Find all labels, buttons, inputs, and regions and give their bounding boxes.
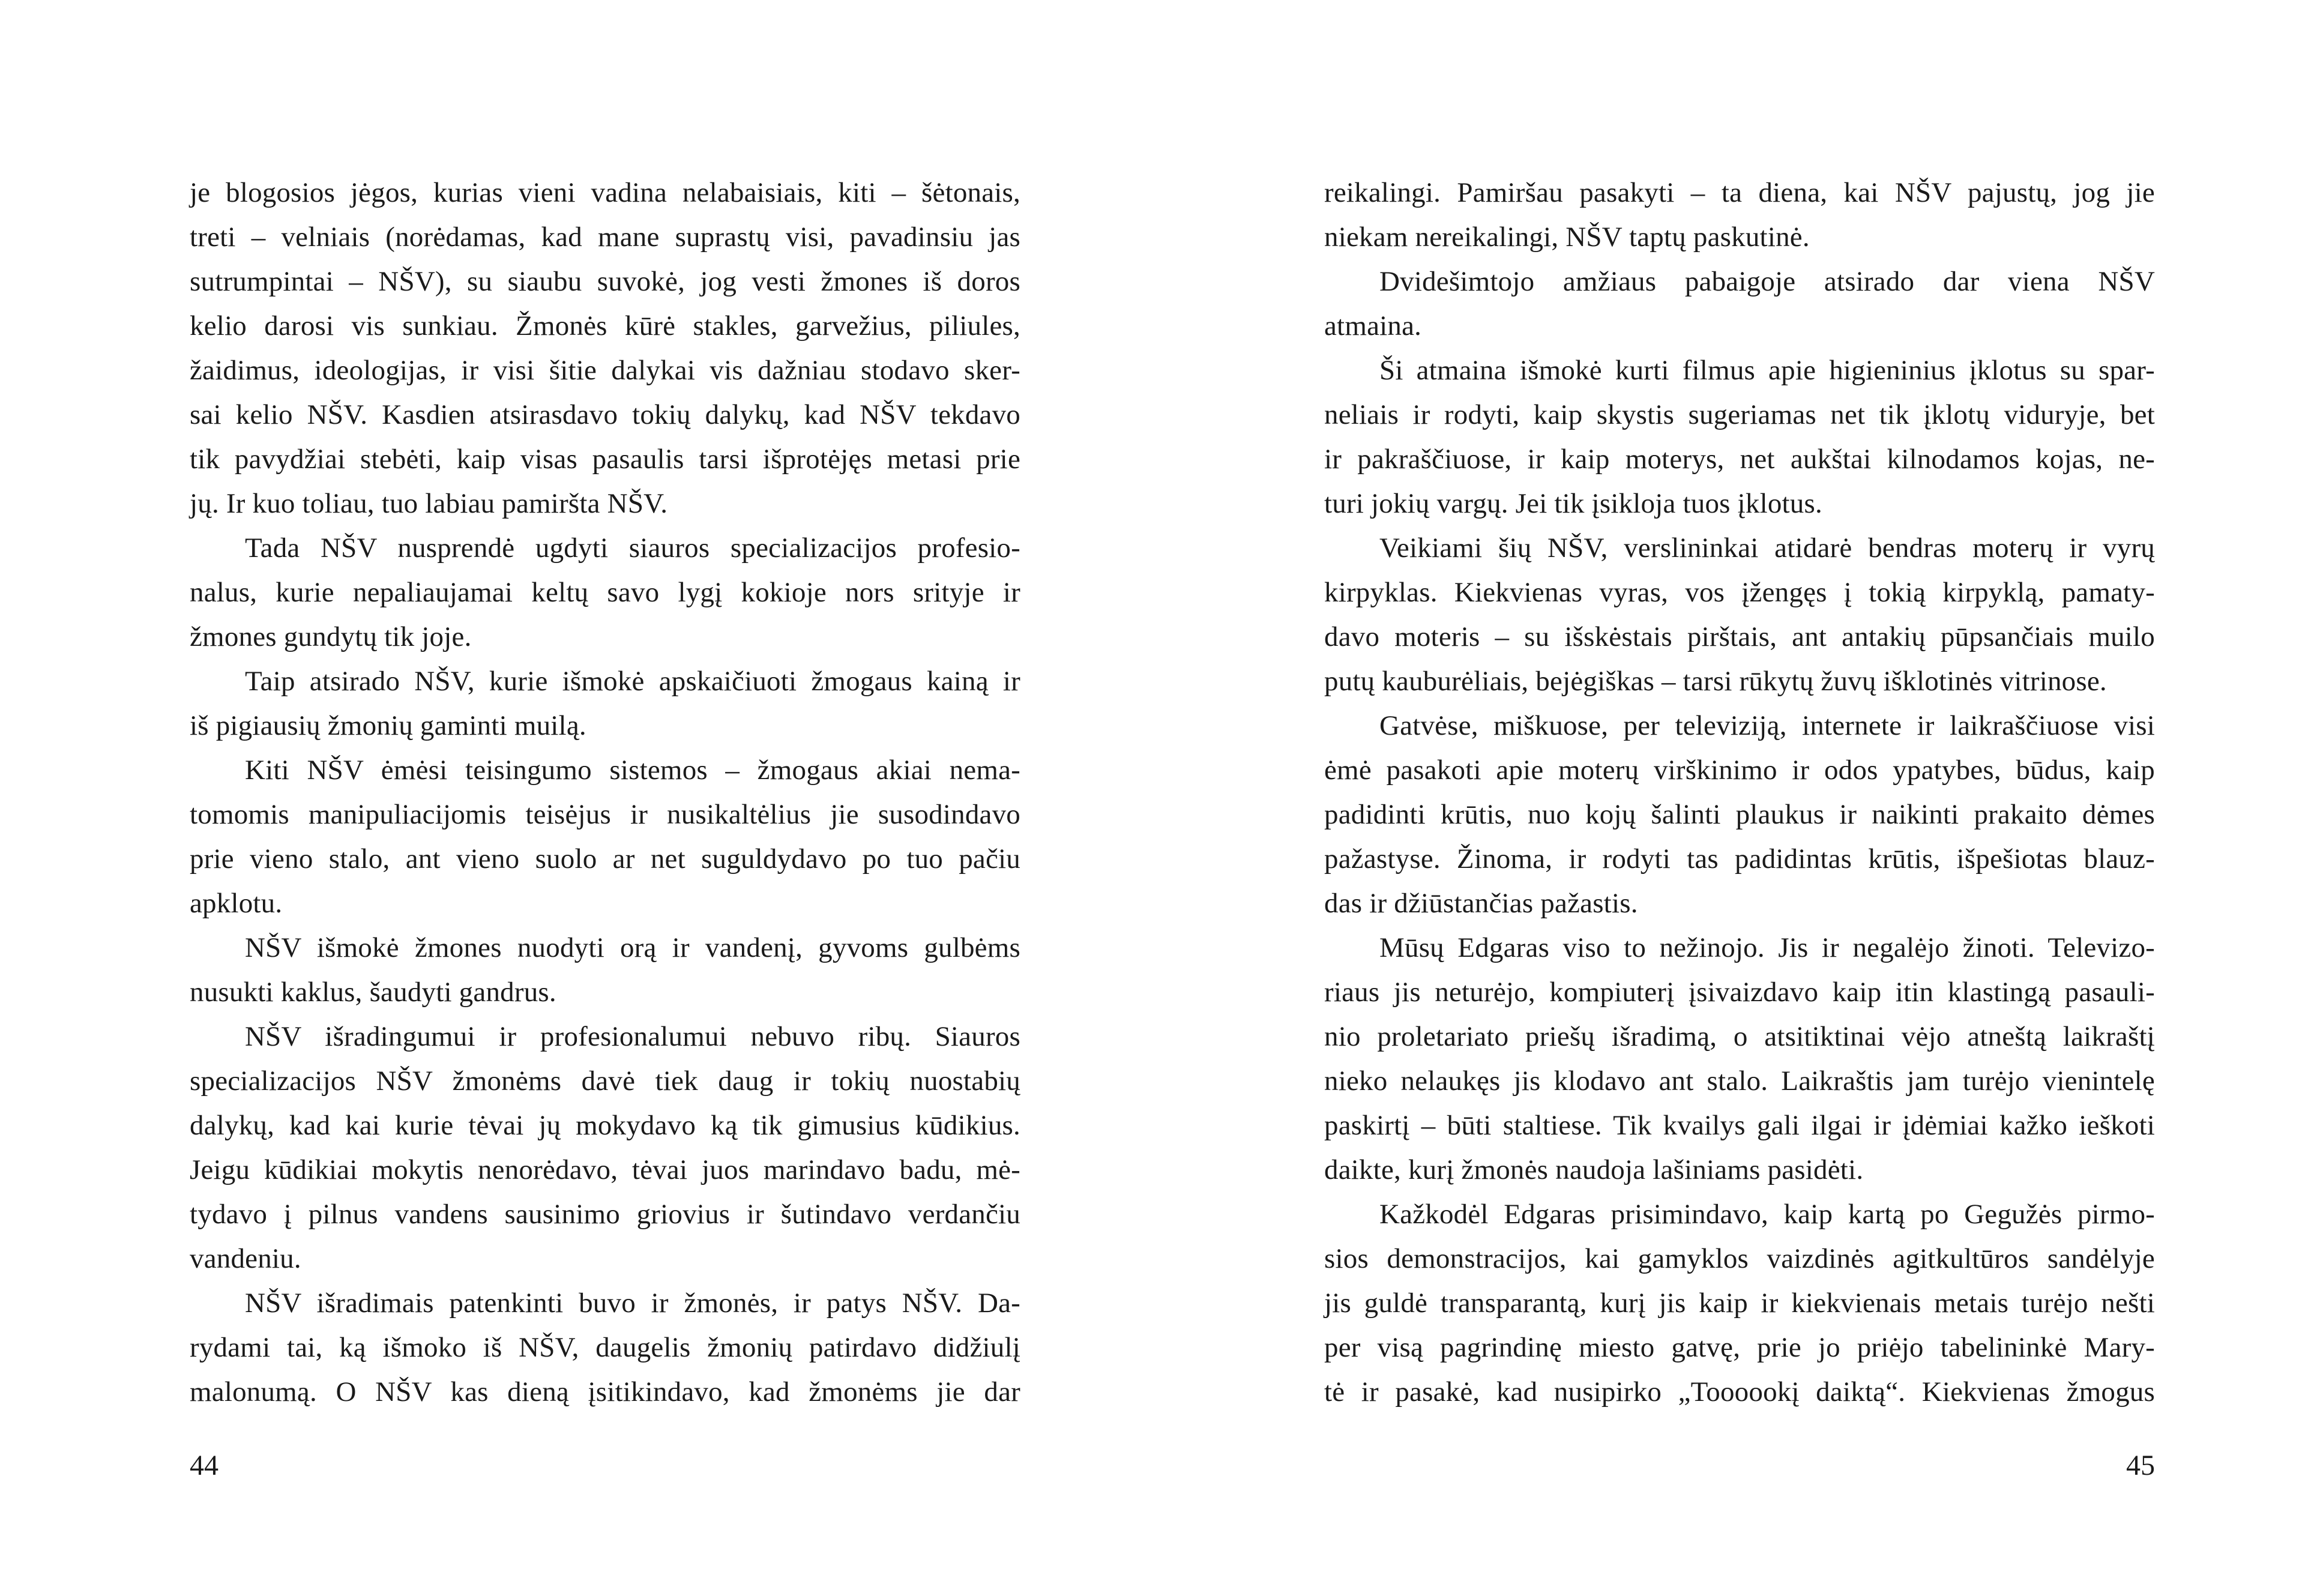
text-line: nieko nelaukęs jis klodavo ant stalo. Laikraštis jam turėjo vienintelę bbox=[1324, 1065, 2155, 1097]
text-line: vandeniu. bbox=[190, 1243, 301, 1274]
text-line: putų kauburėliais, bejėgiškas – tarsi rūkytų žuvų išklotinės vitrinose. bbox=[1324, 666, 2107, 697]
text-line: das ir džiūstančias pažastis. bbox=[1324, 888, 1638, 919]
text-line: jų. Ir kuo toliau, tuo labiau pamiršta NŠV. bbox=[190, 488, 668, 519]
text-line: sutrumpintai – NŠV), su siaubu suvokė, jog vesti žmones iš doros bbox=[190, 266, 1020, 297]
text-line: ėmė pasakoti apie moterų virškinimo ir odos ypatybes, būdus, kaip bbox=[1324, 754, 2155, 786]
text-line: apklotu. bbox=[190, 888, 283, 919]
text-line: Ši atmaina išmokė kurti filmus apie higieninius įklotus su spar- bbox=[1379, 355, 2155, 386]
text-line: treti – velniais (norėdamas, kad mane suprastų visi, pavadinsiu jas bbox=[190, 221, 1020, 253]
text-line: Veikiami šių NŠV, verslininkai atidarė bendras moterų ir vyrų bbox=[1379, 532, 2155, 564]
text-line: sios demonstracijos, kai gamyklos vaizdinės agitkultūros sandėlyje bbox=[1324, 1243, 2155, 1274]
text-line: Kiti NŠV ėmėsi teisingumo sistemos – žmogaus akiai nema- bbox=[245, 754, 1020, 786]
text-line: iš pigiausių žmonių gaminti muilą. bbox=[190, 710, 586, 741]
text-line: žmones gundytų tik joje. bbox=[190, 621, 472, 652]
text-line: sai kelio NŠV. Kasdien atsirasdavo tokių dalykų, kad NŠV tekdavo bbox=[190, 399, 1020, 430]
text-line: Kažkodėl Edgaras prisimindavo, kaip kartą po Gegužės pirmo- bbox=[1379, 1199, 2155, 1230]
left-page bbox=[0, 0, 1152, 1596]
text-line: dalykų, kad kai kurie tėvai jų mokydavo ką tik gimusius kūdikius. bbox=[190, 1110, 1020, 1141]
text-line: per visą pagrindinę miesto gatvę, prie jo priėjo tabelininkė Mary- bbox=[1324, 1332, 2155, 1363]
text-line: tė ir pasakė, kad nusipirko „Toooookį daiktą“. Kiekvienas žmogus bbox=[1324, 1376, 2155, 1408]
text-line: nusukti kaklus, šaudyti gandrus. bbox=[190, 977, 556, 1008]
text-line: NŠV išmokė žmones nuodyti orą ir vandenį, gyvoms gulbėms bbox=[245, 932, 1020, 963]
right-page bbox=[1152, 0, 2305, 1596]
text-line: žaidimus, ideologijas, ir visi šitie dalykai vis dažniau stodavo sker- bbox=[190, 355, 1020, 386]
text-line: Mūsų Edgaras viso to nežinojo. Jis ir negalėjo žinoti. Televizo- bbox=[1379, 932, 2155, 963]
text-line: prie vieno stalo, ant vieno suolo ar net suguldydavo po tuo pačiu bbox=[190, 843, 1020, 875]
text-line: NŠV išradimais patenkinti buvo ir žmonės, ir patys NŠV. Da- bbox=[245, 1287, 1020, 1319]
page-number: 44 bbox=[190, 1450, 218, 1481]
left-page-text bbox=[190, 170, 1020, 1414]
text-line: davo moteris – su išskėstais pirštais, ant antakių pūpsančiais muilo bbox=[1324, 621, 2155, 652]
text-line: Taip atsirado NŠV, kurie išmokė apskaičiuoti žmogaus kainą ir bbox=[245, 666, 1020, 697]
text-line: ir pakraščiuose, ir kaip moterys, net aukštai kilnodamos kojas, ne- bbox=[1324, 444, 2155, 475]
text-line: tik pavydžiai stebėti, kaip visas pasaulis tarsi išprotėjęs metasi prie bbox=[190, 444, 1020, 475]
text-line: Dvidešimtojo amžiaus pabaigoje atsirado dar viena NŠV bbox=[1379, 266, 2155, 297]
text-line: jis guldė transparantą, kurį jis kaip ir kiekvienais metais turėjo nešti bbox=[1324, 1287, 2155, 1319]
text-line: pažastyse. Žinoma, ir rodyti tas padidintas krūtis, išpešiotas blauz- bbox=[1324, 843, 2155, 875]
text-line: reikalingi. Pamiršau pasakyti – ta diena, kai NŠV pajustų, jog jie bbox=[1324, 177, 2155, 208]
text-line: nalus, kurie nepaliaujamai keltų savo lygį kokioje nors srityje ir bbox=[190, 577, 1020, 608]
text-line: rydami tai, ką išmoko iš NŠV, daugelis žmonių patirdavo didžiulį bbox=[190, 1332, 1020, 1363]
text-line: kelio darosi vis sunkiau. Žmonės kūrė stakles, garvežius, piliules, bbox=[190, 310, 1020, 342]
page-number: 45 bbox=[2126, 1450, 2155, 1481]
text-line: turi jokių vargų. Jei tik įsikloja tuos įklotus. bbox=[1324, 488, 1822, 519]
text-line: specializacijos NŠV žmonėms davė tiek daug ir tokių nuostabių bbox=[190, 1065, 1020, 1097]
text-line: NŠV išradingumui ir profesionalumui nebuvo ribų. Siauros bbox=[245, 1021, 1020, 1052]
text-line: Tada NŠV nusprendė ugdyti siauros specializacijos profesio- bbox=[245, 532, 1020, 564]
text-line: tydavo į pilnus vandens sausinimo griovius ir šutindavo verdančiu bbox=[190, 1199, 1020, 1230]
text-line: niekam nereikalingi, NŠV taptų paskutinė. bbox=[1324, 221, 1810, 253]
text-line: nio proletariato priešų išradimą, o atsitiktinai vėjo atneštą laikraštį bbox=[1324, 1021, 2155, 1052]
text-line: malonumą. O NŠV kas dieną įsitikindavo, kad žmonėms jie dar bbox=[190, 1376, 1020, 1408]
text-line: padidinti krūtis, nuo kojų šalinti plaukus ir naikinti prakaito dėmes bbox=[1324, 799, 2155, 830]
text-line: paskirtį – būti staltiese. Tik kvailys gali ilgai ir įdėmiai kažko ieškoti bbox=[1324, 1110, 2155, 1141]
text-line: daikte, kurį žmonės naudoja lašiniams pasidėti. bbox=[1324, 1154, 1864, 1185]
text-line: atmaina. bbox=[1324, 310, 1422, 342]
text-line: neliais ir rodyti, kaip skystis sugeriamas net tik įklotų viduryje, bet bbox=[1324, 399, 2155, 430]
text-line: Jeigu kūdikiai mokytis nenorėdavo, tėvai juos marindavo badu, mė- bbox=[190, 1154, 1020, 1185]
text-line: tomomis manipuliacijomis teisėjus ir nusikaltėlius jie susodindavo bbox=[190, 799, 1020, 830]
text-line: riaus jis neturėjo, kompiuterį įsivaizdavo kaip itin klastingą pasauli- bbox=[1324, 977, 2155, 1008]
text-line: je blogosios jėgos, kurias vieni vadina nelabaisiais, kiti – šėtonais, bbox=[190, 177, 1020, 208]
right-page-text bbox=[1324, 170, 2155, 1414]
text-line: Gatvėse, miškuose, per televiziją, internete ir laikraščiuose visi bbox=[1379, 710, 2155, 741]
text-line: kirpyklas. Kiekvienas vyras, vos įžengęs į tokią kirpyklą, pamaty- bbox=[1324, 577, 2155, 608]
